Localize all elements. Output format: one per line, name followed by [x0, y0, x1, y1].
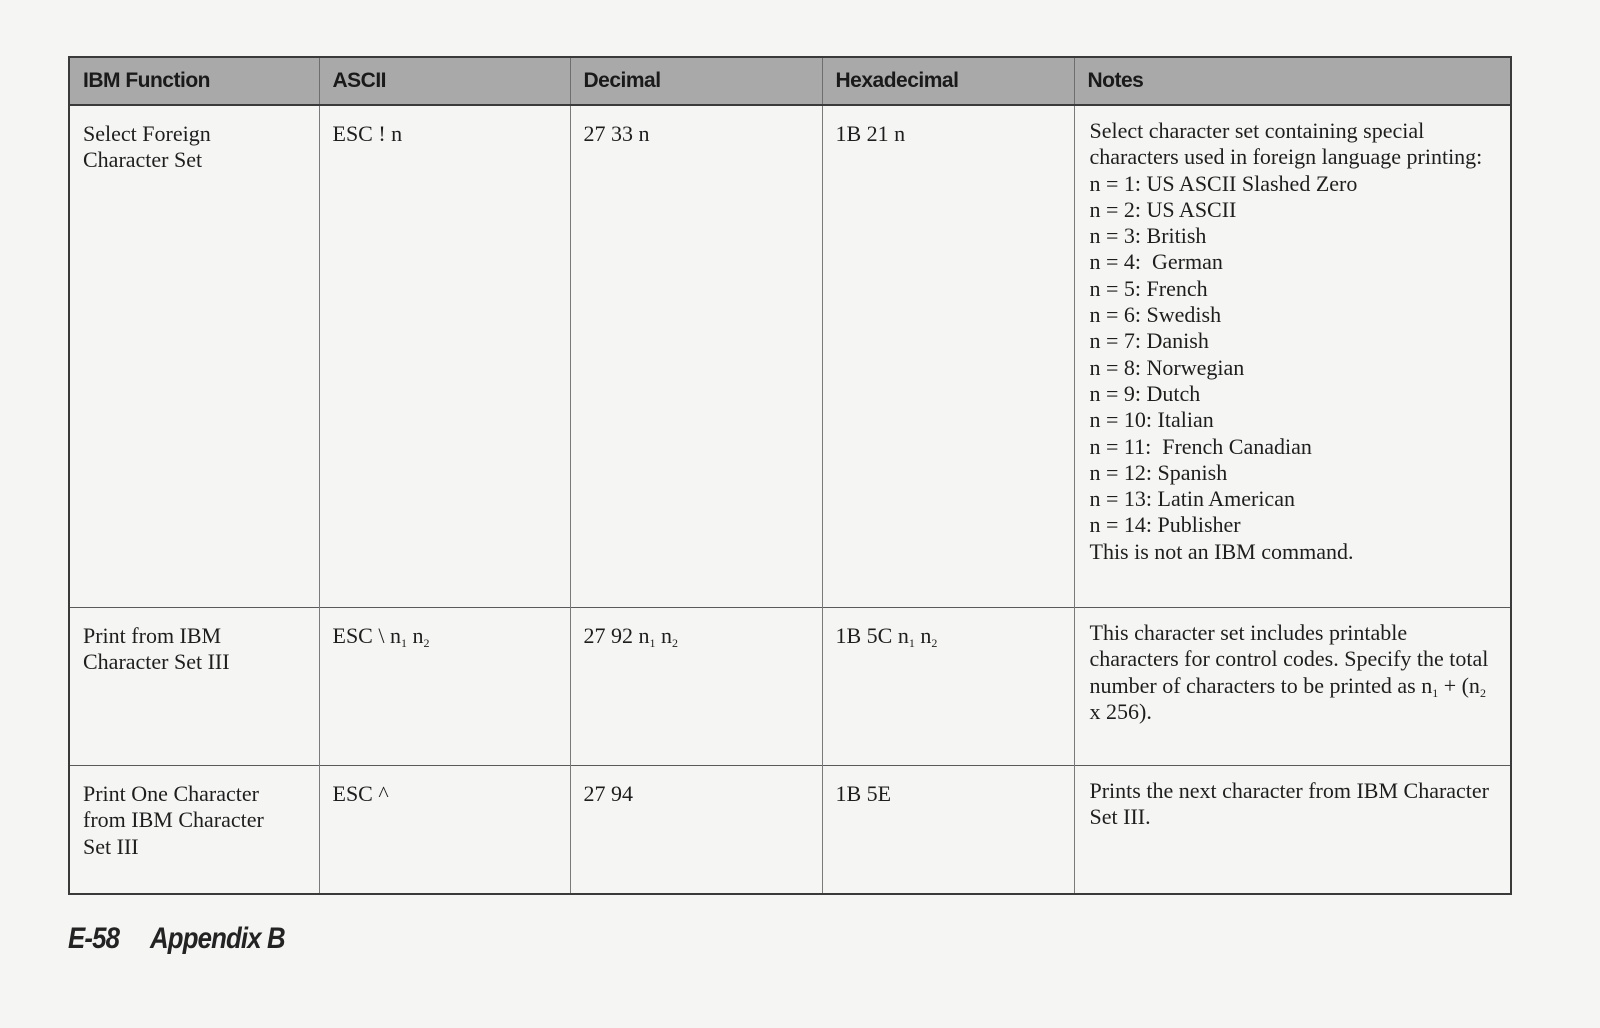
page-footer: [68, 922, 316, 956]
function-line: Set III: [83, 833, 139, 859]
ascii-code-mid: n: [406, 623, 424, 648]
subscript: 1: [649, 636, 656, 650]
notes-option: n = 2: US ASCII: [1089, 196, 1237, 222]
cell-hexadecimal: [822, 608, 1074, 766]
notes-option: n = 11: French Canadian: [1089, 433, 1312, 459]
subscript: 2: [423, 636, 430, 650]
notes-footer: This is not an IBM command.: [1089, 538, 1354, 564]
cell-hexadecimal: 1B 21 n: [822, 105, 1074, 608]
header-decimal: Decimal: [570, 57, 822, 105]
subscript: 1: [908, 636, 915, 650]
cell-decimal: 27 94: [570, 766, 822, 895]
cell-decimal: 27 33 n: [570, 105, 822, 608]
subscript: 1: [1432, 685, 1439, 700]
section-title: Appendix B: [150, 922, 285, 955]
formula-part: n: [1421, 672, 1433, 698]
cell-ibm-function: [69, 105, 319, 608]
ascii-code-prefix: ESC \ n: [332, 623, 401, 648]
header-notes: Notes: [1074, 57, 1511, 105]
notes-text: This character set includes printable characters for control codes. Specify the total number of characters to be printed as: [1089, 620, 1489, 698]
cell-ascii: ESC ! n: [319, 105, 570, 608]
header-ibm-function: IBM Function: [69, 57, 319, 105]
header-hexadecimal: Hexadecimal: [822, 57, 1074, 105]
cell-decimal: [570, 608, 822, 766]
cell-ascii: [319, 608, 570, 766]
cell-notes: [1074, 608, 1511, 766]
notes-option: n = 3: British: [1089, 223, 1207, 249]
decimal-code-prefix: 27 92 n: [583, 623, 650, 648]
subscript: 2: [672, 636, 678, 650]
formula-part: + (n: [1438, 672, 1480, 698]
cell-hexadecimal: 1B 5E: [822, 766, 1074, 895]
hex-code-mid: n: [914, 623, 932, 648]
table-row: [69, 608, 1511, 766]
notes-option: n = 13: Latin American: [1089, 486, 1295, 512]
function-line: Print from IBM: [83, 623, 222, 648]
table-header-row: [69, 57, 1511, 105]
function-line: Select Foreign: [83, 121, 211, 146]
subscript: 2: [1479, 685, 1486, 700]
function-line: Print One Character: [83, 781, 259, 806]
notes-intro: Select character set containing special characters used in foreign language printing:: [1089, 118, 1483, 170]
hex-code-prefix: 1B 5C n: [835, 623, 909, 648]
printer-command-table: [68, 56, 1512, 895]
notes-option: n = 14: Publisher: [1089, 512, 1241, 538]
formula-part: x 256).: [1089, 698, 1152, 724]
notes-option: n = 10: Italian: [1089, 407, 1214, 433]
subscript: 2: [931, 636, 938, 650]
notes-option: n = 5: French: [1089, 275, 1208, 301]
notes-option: n = 4: German: [1089, 249, 1223, 275]
notes-option: n = 8: Norwegian: [1089, 354, 1245, 380]
subscript: 1: [400, 636, 407, 650]
notes-option: n = 9: Dutch: [1089, 380, 1201, 406]
cell-notes: [1074, 105, 1511, 608]
header-ascii: ASCII: [319, 57, 570, 105]
notes-option: n = 1: US ASCII Slashed Zero: [1089, 170, 1358, 196]
notes-option: n = 12: Spanish: [1089, 459, 1228, 485]
cell-ibm-function: [69, 766, 319, 895]
function-line: from IBM Character: [83, 807, 264, 833]
notes-option: n = 7: Danish: [1089, 328, 1209, 354]
function-line: Character Set: [83, 147, 203, 173]
decimal-code-mid: n: [655, 623, 672, 648]
cell-ascii: ESC ^: [319, 766, 570, 895]
function-line: Character Set III: [83, 649, 230, 675]
page-number: E-58: [68, 922, 120, 955]
table-row: [69, 766, 1511, 895]
notes-option: n = 6: Swedish: [1089, 302, 1222, 328]
cell-notes: Prints the next character from IBM Character Set III.: [1074, 766, 1511, 895]
table-row: [69, 105, 1511, 608]
cell-ibm-function: [69, 608, 319, 766]
